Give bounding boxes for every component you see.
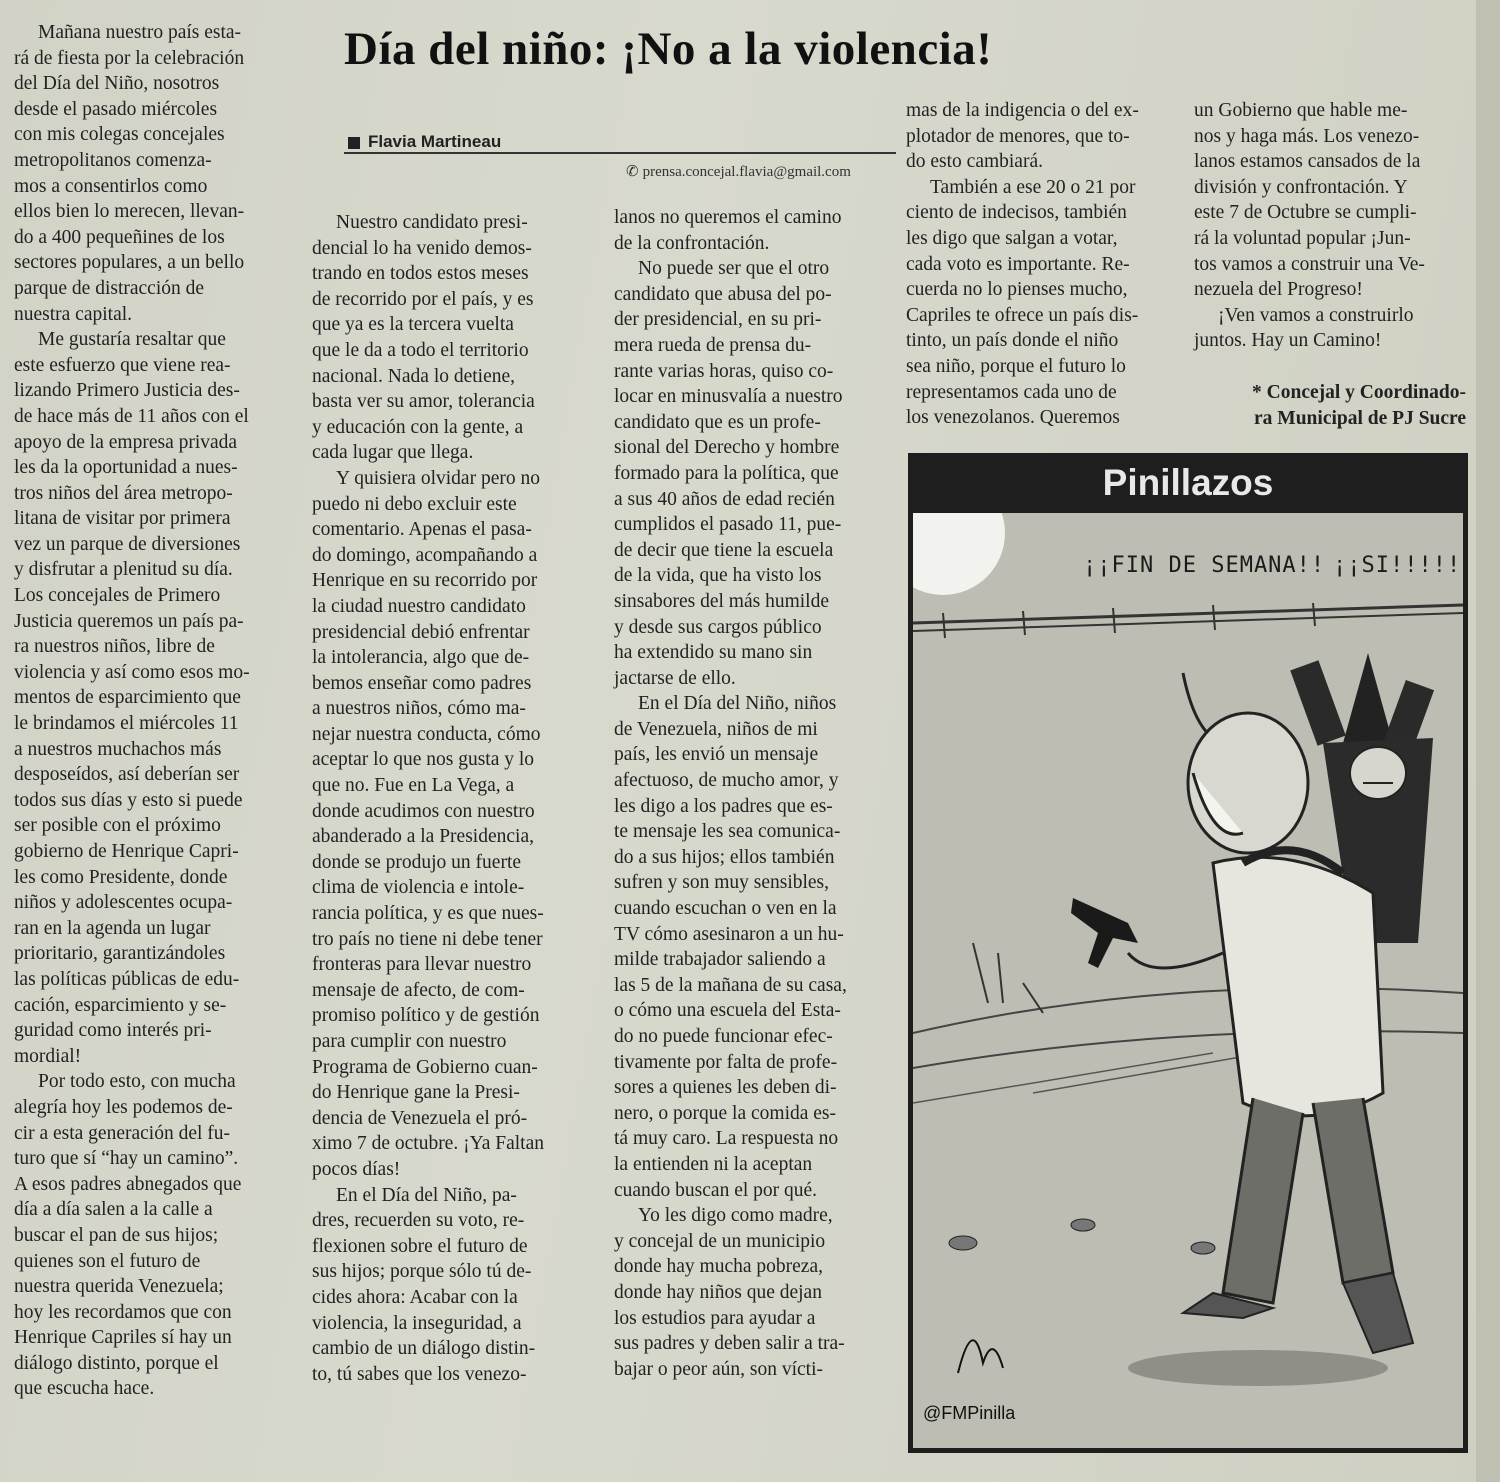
author-signature	[1194, 380, 1466, 431]
article-paragraph: Y quisiera olvidar pero no puedo ni debo excluir este comentario. Apenas el pasa- do domingo, acompañando a Henrique en su recorrido por la ciudad nuestro candidato presidencial debió enfrentar la intolerancia, algo que de- bemos enseñar como padres a nuestros niños, cómo ma- nejar nuestra conducta, cómo aceptar lo que nos gusta y lo que no. Fue en La Vega, a donde acudimos con nuestro abanderado a la Presidencia, donde se produjo un fuerte clima de violencia e intole- rancia política, y es que nues- tro país no tiene ni debe tener fronteras para llevar nuestro mensaje de afecto, de com- promiso político y de gestión para cumplir con nuestro Programa de Gobierno cuan- do Henrique gane la Presi- dencia de Venezuela el pró- ximo 7 de octubre. ¡Ya Faltan pocos días!	[312, 467, 544, 1180]
article-column-5	[1194, 98, 1466, 354]
article-paragraph: También a ese 20 o 21 por ciento de indecisos, también les digo que salgan a votar, cada voto es importante. Re- cuerda no lo pienses mucho, Capriles te ofrece un país dis- tinto, un país donde el niño sea niño, porque el futuro lo representamos cada uno de los venezolanos. Queremos	[906, 176, 1139, 429]
article-column-2	[312, 210, 606, 1387]
cartoon-illustration	[913, 513, 1463, 1448]
article-paragraph: No puede ser que el otro candidato que abusa del po- der presidencial, en su pri- mera rueda de prensa du- rante varias horas, quiso co- locar en minusvalía a nuestro candidato que es un profe- sional del Derecho y hombre formado para la política, que a sus 40 años de edad recién cumplidos el pasado 11, pue- de decir que tiene la escuela de la vida, que ha visto los sinsabores del más humilde y desde sus cargos público ha extendido su mano sin jactarse de ello.	[614, 258, 843, 689]
byline-square-icon	[348, 137, 360, 149]
article-paragraph: En el Día del Niño, pa- dres, recuerden su voto, re- flexionen sobre el futuro de sus hijos; porque sólo tú de- cides ahora: Acabar con la violencia, la inseguridad, a cambio de un diálogo distin- to, tú sabes que los venezo-	[312, 1184, 536, 1385]
speech-text-right: ¡¡SI!!!!!	[1333, 553, 1462, 578]
article-paragraph: lanos no queremos el camino de la confrontación.	[614, 207, 842, 254]
article-headline: Día del niño: ¡No a la violencia!	[344, 23, 993, 75]
author-email-text: prensa.concejal.flavia@gmail.com	[642, 164, 851, 180]
article-paragraph: En el Día del Niño, niños de Venezuela, niños de mi país, les envió un mensaje afectuoso, de mucho amor, y les digo a los padres que es- te mensaje les sea comunica- do a sus hijos; ellos también sufren y son muy sensibles, cuando escuchan o ven en la TV cómo asesinaron a un hu- milde trabajador saliendo a las 5 de la mañana de su casa, o cómo una escuela del Esta- do no puede funcionar efec- tivamente por falta de profe- sores a quienes les deben di- nero, o porque la comida es- tá muy caro. La respuesta no la entienden ni la aceptan cuando buscan el por qué.	[614, 693, 847, 1201]
email-icon: ✆	[626, 164, 639, 180]
article-paragraph: ¡Ven vamos a construirlo juntos. Hay un Camino!	[1194, 304, 1414, 352]
article-paragraph: Por todo esto, con mucha alegría hoy les podemos de- cir a esta generación del fu- turo que sí “hay un camino”. A esos padres abnegados que día a día salen a la calle a buscar el pan de sus hijos; quienes son el futuro de nuestra querida Venezuela; hoy les recordamos que con Henrique Capriles sí hay un diálogo distinto, porque el que escucha hace.	[14, 1071, 242, 1400]
article-column-1	[14, 20, 328, 1402]
cartoon-title: Pinillazos	[1102, 462, 1274, 503]
adjacent-page-edge	[1476, 0, 1500, 1482]
author-email	[626, 162, 851, 181]
article-paragraph: Yo les digo como madre, y concejal de un municipio donde hay mucha pobreza, donde hay niños que dejan los estudios para ayudar a sus padres y deben salir a tra- bajar o peor aún, son vícti-	[614, 1205, 845, 1380]
article-paragraph: Nuestro candidato presi- dencial lo ha venido demos- trando en todos estos meses de recorrido por el país, y es que ya es la tercera vuelta que le da a todo el territorio nacional. Nada lo detiene, basta ver su amor, tolerancia y educación con la gente, a cada lugar que llega.	[312, 212, 535, 464]
article-paragraph: Mañana nuestro país esta- rá de fiesta por la celebración del Día del Niño, nosotros desde el pasado miércoles con mis colegas concejales metropolitanos comenza- mos a consentirlos como ellos bien lo merecen, llevan- do a 400 pequeñines de los sectores populares, a un bello parque de distracción de nuestra capital.	[14, 22, 245, 325]
article-paragraph: un Gobierno que hable me- nos y haga más. Los venezo- lanos estamos cansados de la división y confrontación. Y este 7 de Octubre se cumpli- rá la voluntad popular ¡Jun- tos vamos a construir una Ve- nezuela del Progreso!	[1194, 100, 1425, 301]
speech-text-left: ¡¡FIN DE SEMANA!!	[1083, 553, 1326, 578]
byline-rule	[344, 152, 896, 154]
author-name: Flavia Martineau	[368, 132, 502, 151]
article-paragraph: mas de la indigencia o del ex- plotador de menores, que to- do esto cambiará.	[906, 100, 1139, 173]
article-paragraph: Me gustaría resaltar que este esfuerzo que viene rea- lizando Primero Justicia des- de hace más de 11 años con el apoyo de la empresa privada les da la oportunidad a nues- tros niños del área metropo- litana de visitar por primera vez un parque de diversiones y disfrutar a plenitud su día. Los concejales de Primero Justicia queremos un país pa- ra nuestros niños, libre de violencia y así como esos mo- mentos de esparcimiento que le brindamos el miércoles 11 a nuestros muchachos más desposeídos, así deberían ser todos sus días y esto si puede ser posible con el próximo gobierno de Henrique Capri- les como Presidente, donde niños y adolescentes ocupa- ran en la agenda un lugar prioritario, garantizándoles las políticas públicas de edu- cación, esparcimiento y se- guridad como interés pri- mordial!	[14, 329, 250, 1067]
cartoon-drawing	[913, 513, 1463, 1448]
article-column-3	[614, 205, 892, 1382]
cartoon-panel	[908, 453, 1468, 1453]
cartoonist-handle: @FMPinilla	[923, 1403, 1016, 1423]
article-column-4	[906, 98, 1176, 431]
byline	[348, 132, 501, 152]
signature-text: * Concejal y Coordinado- ra Municipal de PJ Sucre	[1252, 382, 1466, 429]
